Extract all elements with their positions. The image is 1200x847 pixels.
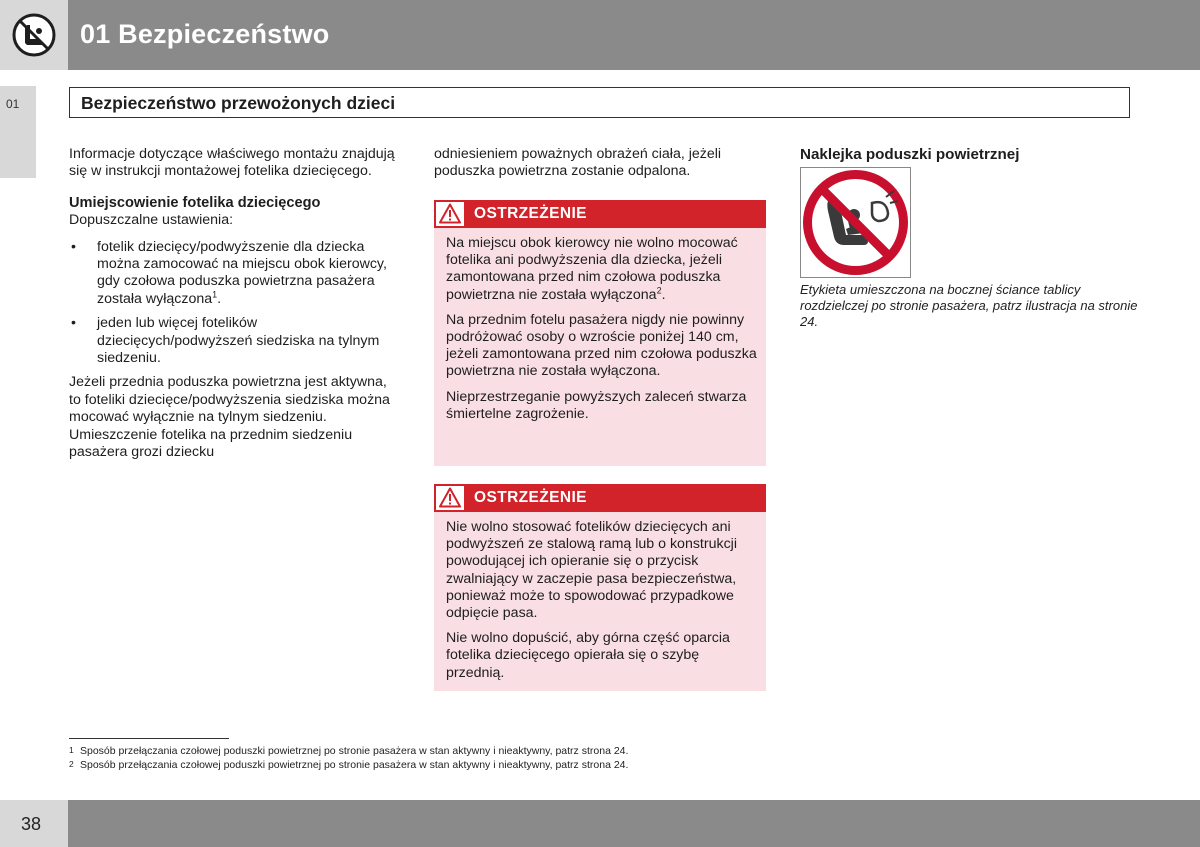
warning-header <box>434 200 766 228</box>
chapter-title: 01 Bezpieczeństwo <box>80 19 330 49</box>
warning-box-1 <box>434 200 766 466</box>
sticker-caption: Etykieta umieszczona na bocznej ściance tablicy rozdzielczej po stronie pasażera, patrz ilustracja na stronie 24. <box>800 282 1138 329</box>
warning-paragraph: Nieprzestrzeganie powyższych zaleceń stwarza śmiertelne zagrożenie. <box>446 388 747 422</box>
warning-icon-box <box>436 202 464 226</box>
warning-box-2 <box>434 484 766 691</box>
footer-band <box>68 800 1200 847</box>
footnote-1 <box>69 745 628 757</box>
footnote-divider <box>69 738 229 739</box>
warning-label: OSTRZEŻENIE <box>474 205 587 222</box>
bullet-dot: • <box>71 315 76 332</box>
column-right <box>800 146 1135 169</box>
warning-icon-box <box>436 486 464 510</box>
column-middle <box>434 146 766 188</box>
footnote-2 <box>69 759 628 771</box>
warning-header <box>434 484 766 512</box>
warning-triangle-icon <box>439 487 461 508</box>
bullet-dot: • <box>71 238 76 255</box>
footnote-number: 2 <box>69 759 74 769</box>
warning-paragraph: Nie wolno stosować fotelików dziecięcych ani podwyższeń ze stalową ramą lub o konstrukcji powodującej ich opieranie się o przycisk zwalniający w zaczepie pasa bezpieczeństwa, ponieważ może to spowodować przypadkowe odpięcie pasa. <box>446 519 737 622</box>
column-left <box>69 146 399 469</box>
list-item-text: jeden lub więcej fotelików dziecięcych/podwyższeń siedziska na tylnym siedzeniu. <box>97 315 380 367</box>
intro-paragraph: Informacje dotyczące właściwego montażu znajdują się w instrukcji montażowej fotelika dziecięcego. <box>69 146 395 180</box>
airbag-sticker-image <box>800 167 911 278</box>
footnote-ref: 1 <box>212 289 218 300</box>
front-airbag-paragraph: Jeżeli przednia poduszka powietrzna jest aktywna, to foteliki dziecięce/podwyższenia siedziska można mocować wyłącznie na tylnym siedzeniu. Umieszczenie fotelika na przednim siedzeniu pasażera grozi dziecku <box>69 374 390 461</box>
allowed-settings-label: Dopuszczalne ustawienia: <box>69 212 234 229</box>
list-item-text: fotelik dziecięcy/podwyższenie dla dziecka można zamocować na miejscu obok kierowcy, gdy czołowa poduszka powietrzna pasażera została wyłączona <box>97 238 387 307</box>
airbag-sticker-heading: Naklejka poduszki powietrznej <box>800 146 1020 163</box>
header-icon-box <box>0 0 68 70</box>
warning-paragraph: Na przednim fotelu pasażera nigdy nie powinny podróżować osoby o wzroście poniżej 140 cm, jeżeli zamontowana przed nim czołowa poduszka powietrzna nie została wyłączona. <box>446 311 757 380</box>
chapter-side-tab <box>0 86 36 178</box>
section-title: Bezpieczeństwo przewożonych dzieci <box>81 93 396 113</box>
footnote-text: Sposób przełączania czołowej poduszki powietrznej po stronie pasażera w stan aktywny i nieaktywny, patrz strona 24. <box>80 745 629 757</box>
airbag-child-seat-prohibited-icon <box>802 169 909 276</box>
child-seat-placement-heading: Umiejscowienie fotelika dziecięcego <box>69 194 321 211</box>
list-item <box>69 315 399 367</box>
warning-triangle-icon <box>439 203 461 224</box>
footnote-number: 1 <box>69 745 74 755</box>
warning-body <box>434 228 766 423</box>
section-title-box <box>69 87 1130 118</box>
child-seat-prohibited-icon <box>12 13 56 57</box>
warning-text: Na miejscu obok kierowcy nie wolno mocować fotelika ani podwyższenia dla dziecka, jeżeli zamontowana przed nim czołowa poduszka powietrzna nie została wyłączona <box>446 235 738 303</box>
footnote-text: Sposób przełączania czołowej poduszki powietrznej po stronie pasażera w stan aktywny i nieaktywny, patrz strona 24. <box>80 759 629 771</box>
list-item-tail: . <box>217 290 222 307</box>
chapter-side-tab-label: 01 <box>6 97 20 111</box>
page-number: 38 <box>21 814 42 834</box>
warning-paragraph <box>446 235 758 304</box>
warning-label: OSTRZEŻENIE <box>474 489 587 506</box>
list-item <box>69 239 399 309</box>
warning-body <box>434 512 766 682</box>
allowed-settings-list <box>69 239 399 368</box>
warning-text-tail: . <box>661 286 666 303</box>
footnote-ref: 2 <box>656 284 662 295</box>
warning-paragraph: Nie wolno dopuścić, aby górna część oparcia fotelika dziecięcego opierała się o szybę przednią. <box>446 630 730 681</box>
continuation-paragraph: odniesieniem poważnych obrażeń ciała, jeżeli poduszka powietrzna zostanie odpalona. <box>434 146 722 180</box>
